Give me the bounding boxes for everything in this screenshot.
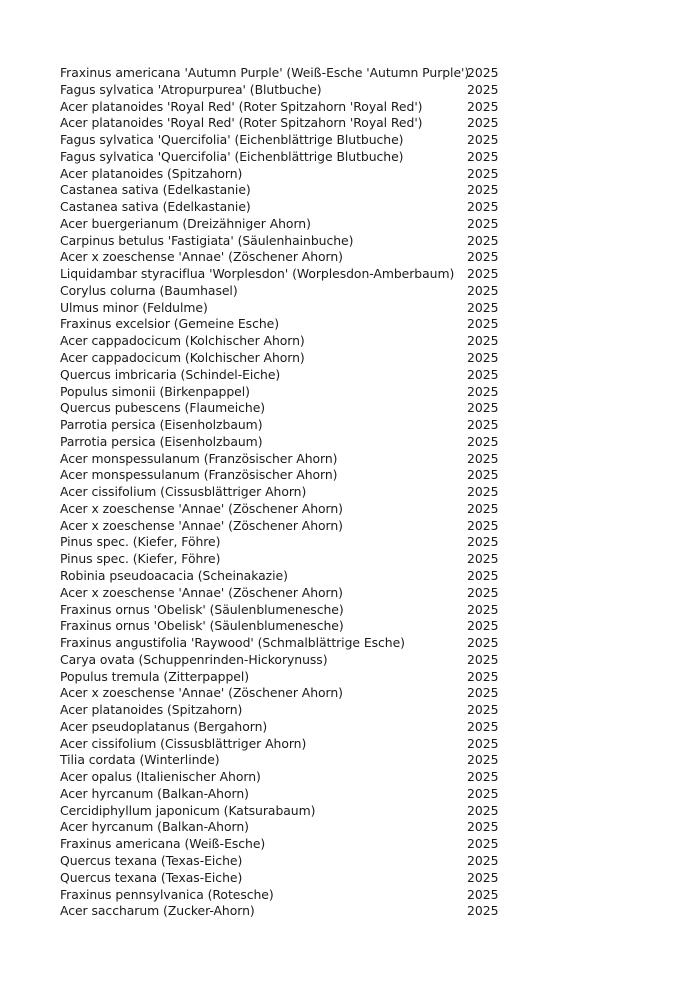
tree-species-name: Pinus spec. (Kiefer, Föhre) — [60, 534, 221, 550]
tree-species-name: Acer x zoeschense 'Annae' (Zöschener Ahorn) — [60, 517, 343, 533]
tree-species-name: Acer opalus (Italienischer Ahorn) — [60, 769, 261, 785]
list-item — [60, 669, 520, 686]
list-item — [60, 551, 520, 568]
list-item — [60, 400, 520, 417]
planting-year: 2025 — [467, 685, 499, 701]
planting-year: 2025 — [467, 81, 499, 97]
list-item — [60, 384, 520, 401]
list-item — [60, 887, 520, 904]
planting-year: 2025 — [467, 333, 499, 349]
tree-species-name: Acer platanoides (Spitzahorn) — [60, 165, 243, 181]
planting-year: 2025 — [467, 182, 499, 198]
tree-species-name: Tilia cordata (Winterlinde) — [60, 752, 220, 768]
planting-year: 2025 — [467, 567, 499, 583]
tree-species-name: Fraxinus americana (Weiß-Esche) — [60, 836, 266, 852]
list-item — [60, 467, 520, 484]
list-item — [60, 803, 520, 820]
list-item — [60, 585, 520, 602]
list-item — [60, 316, 520, 333]
tree-species-name: Fraxinus excelsior (Gemeine Esche) — [60, 316, 280, 332]
tree-species-name: Acer platanoides (Spitzahorn) — [60, 702, 243, 718]
list-item — [60, 752, 520, 769]
planting-year: 2025 — [467, 249, 499, 265]
list-item — [60, 149, 520, 166]
planting-year: 2025 — [467, 802, 499, 818]
list-item — [60, 166, 520, 183]
tree-species-name: Acer platanoides 'Royal Red' (Roter Spitzahorn 'Royal Red') — [60, 98, 423, 114]
planting-year: 2025 — [467, 534, 499, 550]
list-item — [60, 769, 520, 786]
planting-year: 2025 — [467, 500, 499, 516]
tree-species-name: Acer cappadocicum (Kolchischer Ahorn) — [60, 333, 305, 349]
list-item — [60, 333, 520, 350]
list-item — [60, 719, 520, 736]
list-item — [60, 870, 520, 887]
tree-species-name: Cercidiphyllum japonicum (Katsurabaum) — [60, 802, 316, 818]
planting-year: 2025 — [467, 299, 499, 315]
tree-species-name: Acer x zoeschense 'Annae' (Zöschener Ahorn) — [60, 584, 343, 600]
planting-year: 2025 — [467, 450, 499, 466]
tree-species-name: Fraxinus americana 'Autumn Purple' (Weiß-Esche 'Autumn Purple') — [60, 65, 470, 80]
list-item — [60, 484, 520, 501]
tree-species-name: Quercus texana (Texas-Eiche) — [60, 869, 243, 885]
list-item — [60, 836, 520, 853]
list-item — [60, 132, 520, 149]
tree-species-name: Acer hyrcanum (Balkan-Ahorn) — [60, 819, 249, 835]
planting-year: 2025 — [467, 165, 499, 181]
list-item — [60, 233, 520, 250]
list-item — [60, 618, 520, 635]
planting-year: 2025 — [467, 215, 499, 231]
planting-year: 2025 — [467, 148, 499, 164]
planting-year: 2025 — [467, 651, 499, 667]
planting-year: 2025 — [467, 852, 499, 868]
planting-year: 2025 — [467, 718, 499, 734]
list-item — [60, 115, 520, 132]
tree-species-name: Pinus spec. (Kiefer, Föhre) — [60, 551, 221, 567]
tree-species-name: Populus tremula (Zitterpappel) — [60, 668, 250, 684]
tree-species-name: Corylus colurna (Baumhasel) — [60, 282, 238, 298]
tree-species-name: Quercus imbricaria (Schindel-Eiche) — [60, 366, 281, 382]
planting-year: 2025 — [467, 98, 499, 114]
tree-list — [60, 65, 520, 920]
planting-year: 2025 — [467, 484, 499, 500]
tree-species-name: Liquidambar styraciflua 'Worplesdon' (Worplesdon-Amberbaum) — [60, 266, 455, 282]
planting-year: 2025 — [467, 836, 499, 852]
tree-species-name: Castanea sativa (Edelkastanie) — [60, 182, 251, 198]
planting-year: 2025 — [467, 417, 499, 433]
planting-year: 2025 — [467, 769, 499, 785]
planting-year: 2025 — [467, 199, 499, 215]
tree-species-name: Acer saccharum (Zucker-Ahorn) — [60, 903, 255, 919]
list-item — [60, 518, 520, 535]
tree-species-name: Acer x zoeschense 'Annae' (Zöschener Ahorn) — [60, 500, 343, 516]
planting-year: 2025 — [467, 819, 499, 835]
planting-year: 2025 — [467, 467, 499, 483]
planting-year: 2025 — [467, 132, 499, 148]
list-item — [60, 451, 520, 468]
tree-species-name: Acer platanoides 'Royal Red' (Roter Spitzahorn 'Royal Red') — [60, 115, 423, 131]
list-item — [60, 199, 520, 216]
tree-species-name: Fraxinus ornus 'Obelisk' (Säulenblumenesche) — [60, 601, 344, 617]
tree-species-name: Castanea sativa (Edelkastanie) — [60, 199, 251, 215]
list-item — [60, 786, 520, 803]
list-item — [60, 350, 520, 367]
tree-species-name: Populus simonii (Birkenpappel) — [60, 383, 250, 399]
list-item — [60, 249, 520, 266]
tree-species-name: Parrotia persica (Eisenholzbaum) — [60, 433, 263, 449]
planting-year: 2025 — [467, 752, 499, 768]
list-item — [60, 602, 520, 619]
list-item — [60, 568, 520, 585]
tree-species-name: Ulmus minor (Feldulme) — [60, 299, 208, 315]
list-item — [60, 266, 520, 283]
tree-species-name: Fagus sylvatica 'Quercifolia' (Eichenblättrige Blutbuche) — [60, 148, 404, 164]
tree-species-name: Acer cissifolium (Cissusblättriger Ahorn) — [60, 735, 307, 751]
list-item — [60, 652, 520, 669]
tree-species-name: Carya ovata (Schuppenrinden-Hickorynuss) — [60, 651, 328, 667]
tree-species-name: Acer monspessulanum (Französischer Ahorn) — [60, 450, 338, 466]
planting-year: 2025 — [467, 400, 499, 416]
planting-year: 2025 — [467, 735, 499, 751]
tree-species-name: Acer pseudoplatanus (Bergahorn) — [60, 718, 268, 734]
planting-year: 2025 — [467, 433, 499, 449]
list-item — [60, 853, 520, 870]
list-item — [60, 685, 520, 702]
tree-species-name: Acer hyrcanum (Balkan-Ahorn) — [60, 785, 249, 801]
tree-species-name: Carpinus betulus 'Fastigiata' (Säulenhainbuche) — [60, 232, 354, 248]
tree-species-name: Acer cappadocicum (Kolchischer Ahorn) — [60, 350, 305, 366]
planting-year: 2025 — [467, 584, 499, 600]
list-item — [60, 501, 520, 518]
list-item — [60, 82, 520, 99]
tree-species-name: Fagus sylvatica 'Quercifolia' (Eichenblättrige Blutbuche) — [60, 132, 404, 148]
tree-species-name: Robinia pseudoacacia (Scheinakazie) — [60, 567, 288, 583]
tree-species-name: Quercus texana (Texas-Eiche) — [60, 852, 243, 868]
planting-year: 2025 — [467, 551, 499, 567]
list-item — [60, 736, 520, 753]
planting-year: 2025 — [467, 65, 499, 80]
tree-species-name: Quercus pubescens (Flaumeiche) — [60, 400, 266, 416]
list-item — [60, 367, 520, 384]
tree-species-name: Fraxinus angustifolia 'Raywood' (Schmalblättrige Esche) — [60, 635, 405, 651]
planting-year: 2025 — [467, 266, 499, 282]
planting-year: 2025 — [467, 702, 499, 718]
planting-year: 2025 — [467, 601, 499, 617]
tree-species-name: Acer x zoeschense 'Annae' (Zöschener Ahorn) — [60, 249, 343, 265]
planting-year: 2025 — [467, 668, 499, 684]
planting-year: 2025 — [467, 869, 499, 885]
planting-year: 2025 — [467, 635, 499, 651]
planting-year: 2025 — [467, 232, 499, 248]
list-item — [60, 903, 520, 920]
list-item — [60, 635, 520, 652]
tree-species-name: Acer cissifolium (Cissusblättriger Ahorn) — [60, 484, 307, 500]
list-item — [60, 702, 520, 719]
list-item — [60, 283, 520, 300]
list-item — [60, 534, 520, 551]
planting-year: 2025 — [467, 903, 499, 919]
list-item — [60, 300, 520, 317]
planting-year: 2025 — [467, 618, 499, 634]
planting-year: 2025 — [467, 383, 499, 399]
list-item — [60, 819, 520, 836]
planting-year: 2025 — [467, 785, 499, 801]
planting-year: 2025 — [467, 350, 499, 366]
tree-species-name: Fagus sylvatica 'Atropurpurea' (Blutbuche) — [60, 81, 322, 97]
planting-year: 2025 — [467, 517, 499, 533]
tree-species-name: Fraxinus pennsylvanica (Rotesche) — [60, 886, 274, 902]
planting-year: 2025 — [467, 886, 499, 902]
planting-year: 2025 — [467, 316, 499, 332]
planting-year: 2025 — [467, 115, 499, 131]
list-item — [60, 417, 520, 434]
tree-species-name: Acer buergerianum (Dreizähniger Ahorn) — [60, 215, 311, 231]
planting-year: 2025 — [467, 366, 499, 382]
tree-species-name: Fraxinus ornus 'Obelisk' (Säulenblumenesche) — [60, 618, 344, 634]
list-item — [60, 182, 520, 199]
list-item — [60, 434, 520, 451]
tree-species-name: Acer x zoeschense 'Annae' (Zöschener Ahorn) — [60, 685, 343, 701]
list-item — [60, 99, 520, 116]
tree-species-name: Acer monspessulanum (Französischer Ahorn) — [60, 467, 338, 483]
planting-year: 2025 — [467, 282, 499, 298]
tree-species-name: Parrotia persica (Eisenholzbaum) — [60, 417, 263, 433]
list-item — [60, 65, 520, 82]
list-item — [60, 216, 520, 233]
